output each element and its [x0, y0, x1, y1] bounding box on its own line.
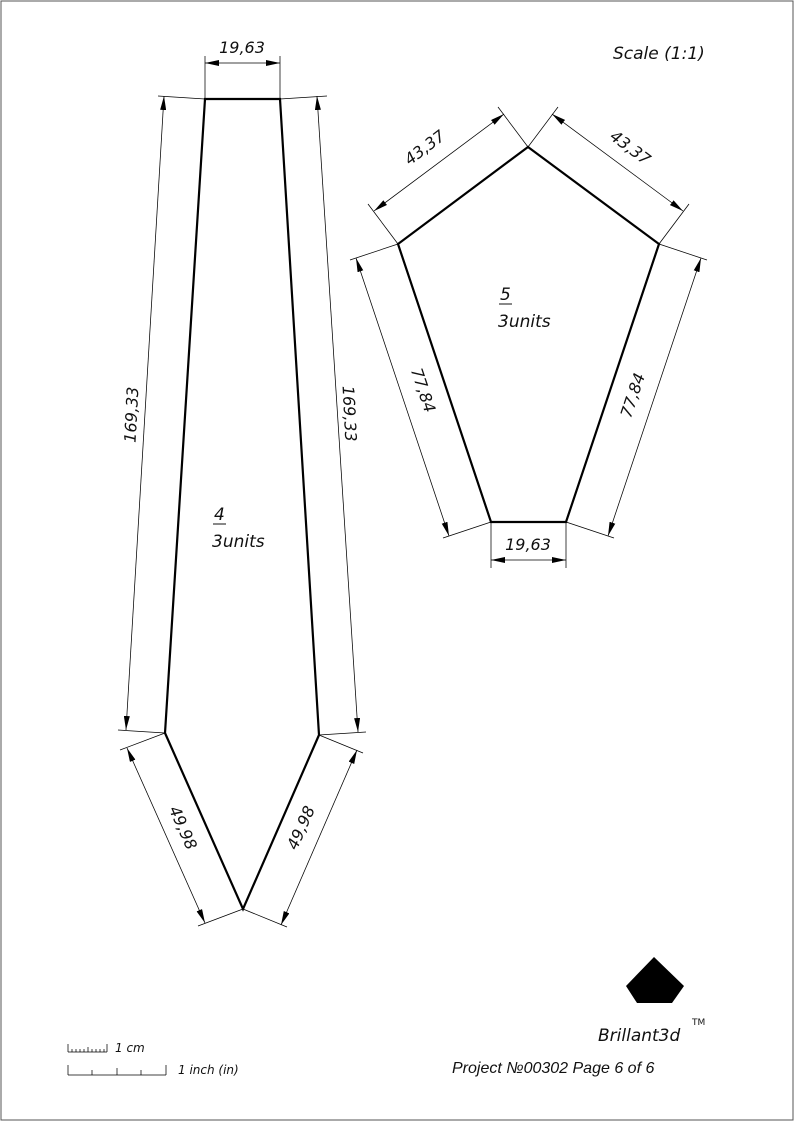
brand-name: Brillant3d [598, 1026, 681, 1046]
scale-bar-inch-label: 1 inch (in) [178, 1063, 239, 1077]
brand-logo-icon [626, 957, 684, 1003]
piece-5-dim-upper-right-label: 43,37 [606, 126, 655, 169]
piece-4-dim-right-long-label: 169,33 [338, 385, 361, 443]
piece-5-dim-right-side-label: 77,84 [616, 370, 650, 420]
scale-bar-cm-label: 1 cm [115, 1041, 145, 1055]
project-label: Project №00302 Page 6 of 6 [452, 1060, 655, 1077]
brand-trademark: TM [692, 1018, 706, 1028]
piece-5-outline [398, 147, 659, 522]
scale-bar-cm [68, 1041, 145, 1055]
scale-bar-inch [68, 1063, 239, 1077]
piece-4-dim-left-long [118, 96, 205, 733]
page-border [1, 1, 793, 1120]
piece-4-units: 3units [212, 532, 265, 552]
piece-5-number: 5 [500, 285, 511, 305]
piece-4-dim-right-long [280, 96, 366, 735]
piece-5-dim-right-side [566, 244, 707, 538]
piece-5-dim-upper-left [368, 107, 528, 244]
piece-5-dim-upper-left-label: 43,37 [400, 126, 449, 169]
scale-label: Scale (1:1) [613, 44, 705, 64]
piece-4-outline [165, 99, 319, 909]
piece-4-dim-left-long-label: 169,33 [120, 386, 143, 444]
piece-5-dim-left-side [350, 244, 491, 538]
piece-4-dim-right-short-label: 49,98 [282, 802, 319, 853]
piece-5-dim-bottom [491, 522, 566, 568]
piece-4-dim-top [205, 38, 280, 99]
piece-4-dim-left-short [120, 733, 243, 926]
piece-4-number: 4 [214, 505, 225, 525]
piece-5-dim-bottom-label: 19,63 [505, 535, 551, 554]
piece-5-dim-upper-right [528, 107, 689, 244]
piece-4-dim-right-short [243, 735, 363, 927]
piece-5 [350, 107, 707, 568]
piece-5-units: 3units [498, 312, 551, 332]
piece-4-dim-top-label: 19,63 [219, 38, 265, 57]
piece-4 [118, 38, 366, 927]
piece-4-dim-left-short-label: 49,98 [165, 802, 202, 853]
piece-5-dim-left-side-label: 77,84 [406, 365, 440, 415]
